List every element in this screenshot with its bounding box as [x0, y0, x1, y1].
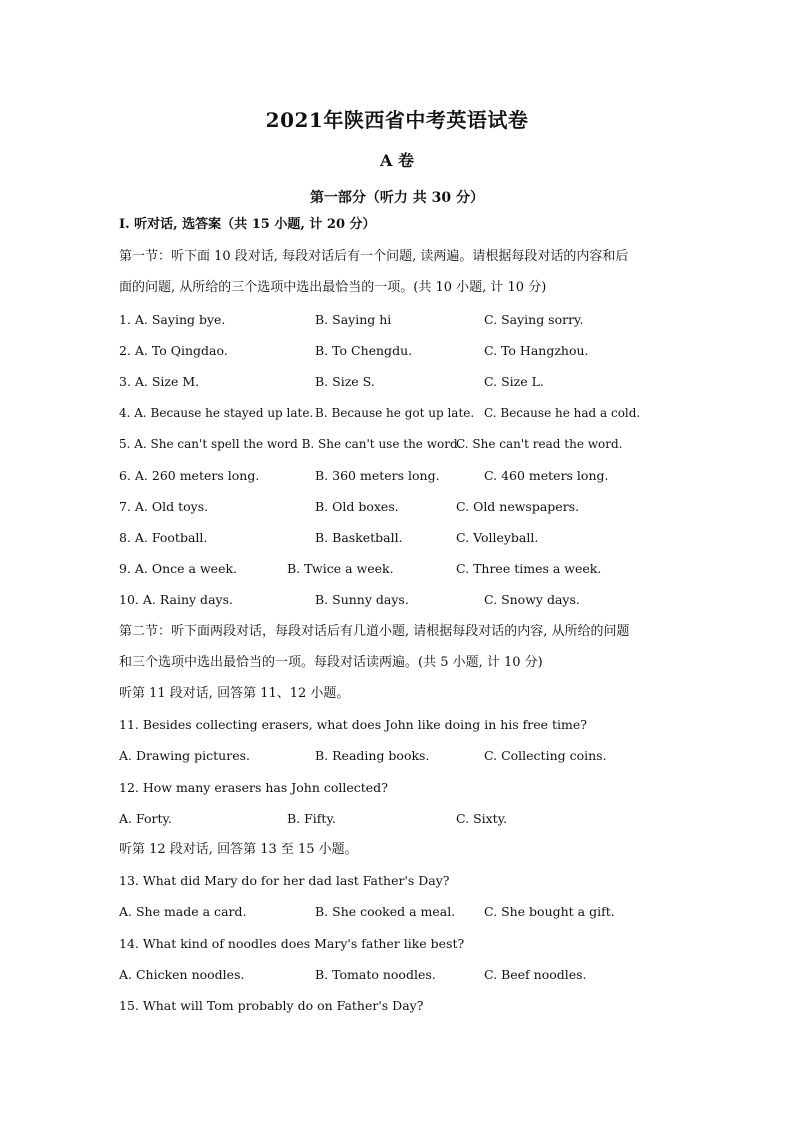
q1-option-a: 1. A. Saying bye. [119, 312, 226, 327]
q9-option-b: B. Twice a week. [287, 561, 394, 576]
q4-option-a: 4. A. Because he stayed up late. [119, 406, 314, 420]
q4-option-b: B. Because he got up late. [315, 406, 475, 420]
q9-option-c: C. Three times a week. [456, 561, 602, 576]
q8-option-c: C. Volleyball. [456, 530, 539, 545]
q3-option-a: 3. A. Size M. [119, 374, 200, 389]
q2-option-b: B. To Chengdu. [315, 343, 413, 358]
q7-option-c: C. Old newspapers. [456, 499, 580, 514]
section1-intro-line2: 面的问题, 从所给的三个选项中选出最恰当的一项。(共 10 小题, 计 10 分) [119, 280, 547, 295]
section-heading: Ⅰ. 听对话, 选答案（共 15 小题, 计 20 分） [119, 217, 376, 232]
section2-intro-line1: 第二节：听下面两段对话，每段对话后有几道小题, 请根据每段对话的内容, 从所给的问题 [119, 624, 630, 639]
part-heading: 第一部分（听力 共 30 分） [309, 190, 485, 206]
q10-option-a: 10. A. Rainy days. [119, 592, 233, 607]
q7-option-a: 7. A. Old toys. [119, 499, 209, 514]
q9-option-a: 9. A. Once a week. [119, 561, 238, 576]
q6-option-a: 6. A. 260 meters long. [119, 468, 260, 483]
q12-option-a: A. Forty. [119, 811, 172, 826]
q4-option-c: C. Because he had a cold. [484, 406, 641, 420]
q14-option-b: B. Tomato noodles. [315, 967, 436, 982]
q11-stem: 11. Besides collecting erasers, what does John like doing in his free time? [119, 717, 587, 732]
exam-title: 2021年陕西省中考英语试卷 [265, 108, 529, 132]
q2-option-a: 2. A. To Qingdao. [119, 343, 228, 358]
dialog12-intro: 听第 12 段对话, 回答第 13 至 15 小题。 [119, 842, 358, 857]
q10-option-b: B. Sunny days. [315, 592, 409, 607]
q15-stem: 15. What will Tom probably do on Father's Day? [119, 998, 424, 1013]
q13-option-a: A. She made a card. [119, 904, 247, 919]
dialog11-intro: 听第 11 段对话, 回答第 11、12 小题。 [119, 686, 350, 701]
q13-option-c: C. She bought a gift. [484, 904, 615, 919]
q12-option-c: C. Sixty. [456, 811, 508, 826]
q7-option-b: B. Old boxes. [315, 499, 399, 514]
q2-option-c: C. To Hangzhou. [484, 343, 589, 358]
q5-option-c: C. She can't read the word. [456, 437, 623, 451]
q3-option-b: B. Size S. [315, 374, 375, 389]
q8-option-a: 8. A. Football. [119, 530, 208, 545]
q1-option-b: B. Saying hi [315, 312, 392, 327]
q14-stem: 14. What kind of noodles does Mary's father like best? [119, 936, 465, 951]
q8-option-b: B. Basketball. [315, 530, 403, 545]
q14-option-c: C. Beef noodles. [484, 967, 587, 982]
q13-stem: 13. What did Mary do for her dad last Father's Day? [119, 873, 450, 888]
q1-option-c: C. Saying sorry. [484, 312, 584, 327]
section2-intro-line2: 和三个选项中选出最恰当的一项。每段对话读两遍。(共 5 小题, 计 10 分) [119, 655, 543, 670]
q12-option-b: B. Fifty. [287, 811, 336, 826]
q6-option-c: C. 460 meters long. [484, 468, 609, 483]
q6-option-b: B. 360 meters long. [315, 468, 440, 483]
q11-option-a: A. Drawing pictures. [119, 748, 250, 763]
q11-option-c: C. Collecting coins. [484, 748, 607, 763]
q10-option-c: C. Snowy days. [484, 592, 580, 607]
section1-intro-line1: 第一节：听下面 10 段对话, 每段对话后有一个问题, 读两遍。请根据每段对话的内容和后 [119, 249, 629, 264]
q3-option-c: C. Size L. [484, 374, 544, 389]
q11-option-b: B. Reading books. [315, 748, 430, 763]
q13-option-b: B. She cooked a meal. [315, 904, 456, 919]
q5-option-ab: 5. A. She can't spell the word B. She can't use the word. [119, 437, 462, 451]
paper-section-title: A 卷 [380, 151, 414, 170]
q14-option-a: A. Chicken noodles. [119, 967, 245, 982]
q12-stem: 12. How many erasers has John collected? [119, 780, 388, 795]
